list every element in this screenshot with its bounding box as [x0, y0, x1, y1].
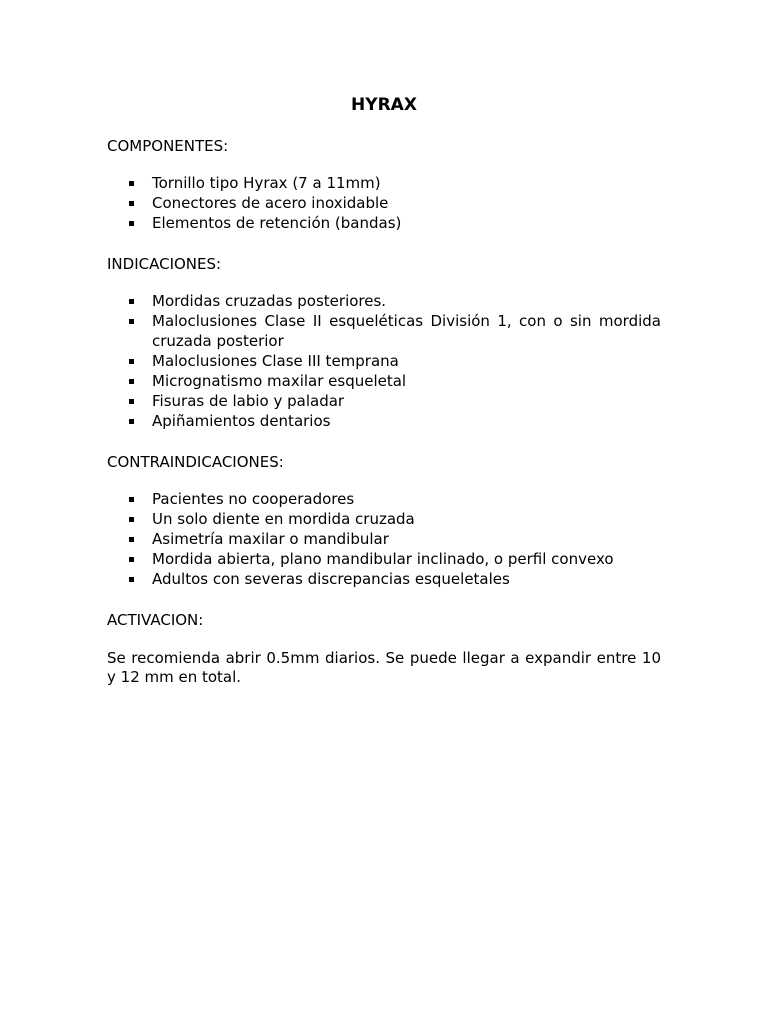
heading-contraindicaciones: CONTRAINDICACIONES: [107, 453, 284, 471]
list-item: Adultos con severas discrepancias esqueletales [107, 569, 661, 589]
list-item: Elementos de retención (bandas) [107, 213, 661, 233]
list-item: Tornillo tipo Hyrax (7 a 11mm) [107, 173, 661, 193]
list-item: Pacientes no cooperadores [107, 489, 661, 509]
bullet-icon [129, 497, 134, 502]
bullet-icon [129, 379, 134, 384]
bullet-icon [129, 399, 134, 404]
list-item: Mordidas cruzadas posteriores. [107, 291, 661, 311]
list-item: Maloclusiones Clase II esqueléticas División 1, con o sin mordida cruzada posterior [107, 311, 661, 351]
list-item: Mordida abierta, plano mandibular inclinado, o perfil convexo [107, 549, 661, 569]
bullet-icon [129, 557, 134, 562]
list-item: Maloclusiones Clase III temprana [107, 351, 661, 371]
heading-indicaciones: INDICACIONES: [107, 255, 222, 273]
bullet-icon [129, 537, 134, 542]
list-item: Asimetría maxilar o mandibular [107, 529, 661, 549]
list-item: Un solo diente en mordida cruzada [107, 509, 661, 529]
bullet-icon [129, 299, 134, 304]
list-item: Micrognatismo maxilar esqueletal [107, 371, 661, 391]
list-item: Apiñamientos dentarios [107, 411, 661, 431]
heading-activacion: ACTIVACION: [107, 611, 204, 629]
list-item: Conectores de acero inoxidable [107, 193, 661, 213]
list-indicaciones [107, 291, 661, 431]
bullet-icon [129, 319, 134, 324]
bullet-icon [129, 359, 134, 364]
bullet-icon [129, 419, 134, 424]
bullet-icon [129, 577, 134, 582]
document-title: HYRAX [351, 95, 417, 115]
bullet-icon [129, 201, 134, 206]
bullet-icon [129, 517, 134, 522]
list-contraindicaciones [107, 489, 661, 589]
bullet-icon [129, 221, 134, 226]
heading-componentes: COMPONENTES: [107, 137, 229, 155]
activation-paragraph: Se recomienda abrir 0.5mm diarios. Se puede llegar a expandir entre 10 y 12 mm en total. [107, 649, 661, 686]
list-item: Fisuras de labio y paladar [107, 391, 661, 411]
list-componentes [107, 173, 661, 233]
bullet-icon [129, 181, 134, 186]
